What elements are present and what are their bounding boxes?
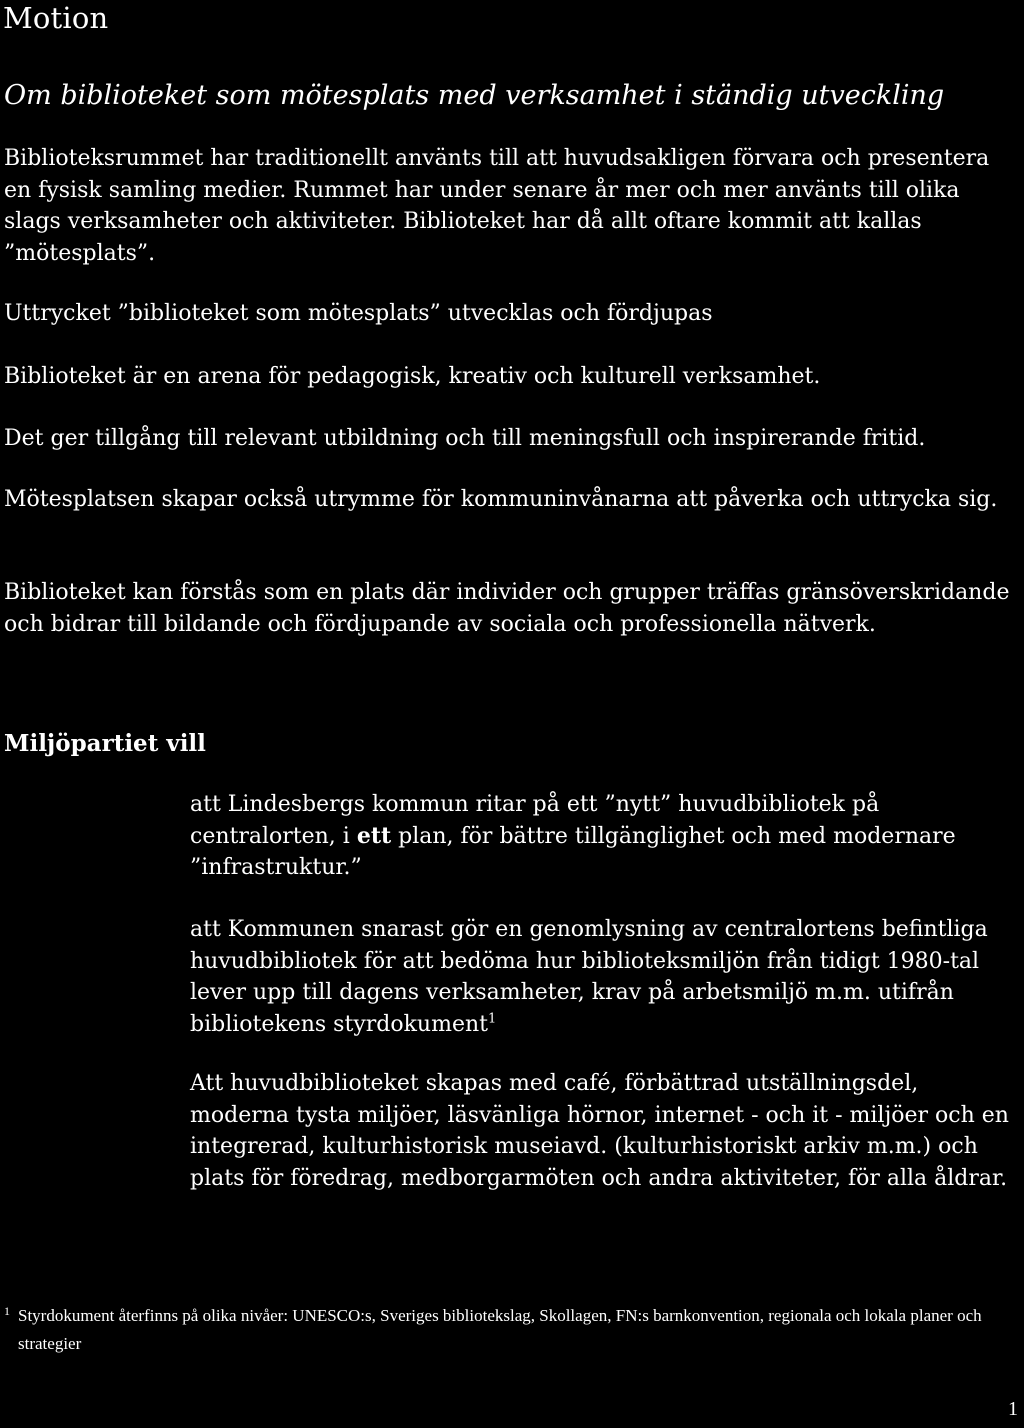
document-subtitle: Om biblioteket som mötesplats med verksamhet i ständig utveckling [4, 80, 945, 111]
proposal-item-1-text-end: plan, för bättre tillgänglighet och med modernare ”infrastruktur.” [190, 823, 956, 880]
paragraph-expression: Uttrycket ”biblioteket som mötesplats” utvecklas och fördjupas [4, 301, 713, 326]
footnote-reference: 1 [487, 1011, 497, 1027]
proposal-item-2-text: att Kommunen snarast gör en genomlysning av centralortens befintliga huvudbibliotek för att bedöma hur biblioteksmiljön från tidigt 1980-tal lever upp till dagens verksamheter, krav på arbetsmiljö m.m. utifrån bibliotekens styrdokument [190, 917, 988, 1037]
footnote [4, 1302, 1018, 1358]
paragraph-arena: Biblioteket är en arena för pedagogisk, kreativ och kulturell verksamhet. [4, 364, 821, 389]
proposal-item-1 [190, 789, 1020, 884]
footnote-text: Styrdokument återfinns på olika nivåer: UNESCO:s, Sveriges bibliotekslag, Skollagen, FN:s barnkonvention, regionala och lokala planer och strategier [18, 1306, 982, 1353]
proposal-item-1-text-start: att Lindesbergs kommun ritar på ett ”nytt” huvudbibliotek på centralorten, i [190, 792, 880, 849]
footnote-mark: 1 [4, 1304, 10, 1318]
proposal-item-1-emphasis: ett [356, 822, 392, 849]
paragraph-space: Mötesplatsen skapar också utrymme för kommuninvånarna att påverka och uttrycka sig. [4, 487, 998, 512]
paragraph-meeting-place: Biblioteket kan förstås som en plats där individer och grupper träffas gränsöverskridande och bidrar till bildande och fördjupande av sociala och professionella nätverk. [4, 580, 1010, 637]
section-heading: Miljöpartiet vill [4, 730, 206, 757]
footnote-divider [4, 1292, 264, 1293]
document-title: Motion [3, 1, 109, 35]
paragraph-access: Det ger tillgång till relevant utbildning och till meningsfull och inspirerande fritid. [4, 426, 926, 451]
proposal-item-3: Att huvudbiblioteket skapas med café, förbättrad utställningsdel, moderna tysta miljöer, läsvänliga hörnor, internet - och it - miljöer och en integrerad, kulturhistorisk museiavd. (kulturhistoriskt arkiv m.m.) och plats för föredrag, medborgarmöten och andra aktiviteter, för alla åldrar. [190, 1071, 1009, 1191]
paragraph-intro: Biblioteksrummet har traditionellt använts till att huvudsakligen förvara och presentera en fysisk samling medier. Rummet har under senare år mer och mer använts till olika slags verksamheter och aktiviteter. Biblioteket har då allt oftare kommit att kallas ”mötesplats”. [4, 146, 990, 266]
page-number: 1 [1008, 1398, 1018, 1420]
proposal-item-2 [190, 914, 1020, 1040]
